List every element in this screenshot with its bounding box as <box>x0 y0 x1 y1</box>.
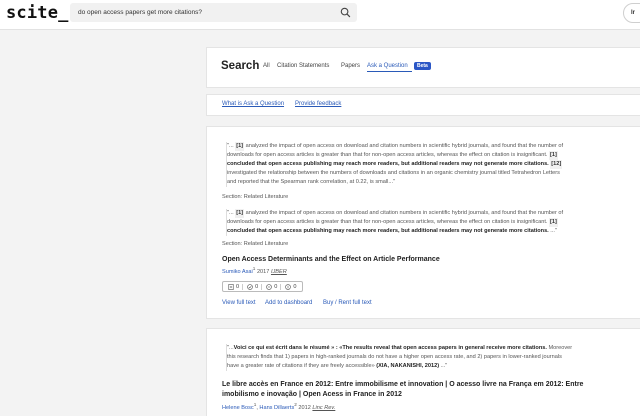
paper-title[interactable]: Open Access Determinants and the Effect on Article Performance <box>222 256 440 263</box>
author-link[interactable]: Hans Dillaerts <box>259 404 295 411</box>
search-input[interactable] <box>78 6 336 19</box>
view-full-text-link[interactable]: View full text <box>222 300 256 306</box>
search-panel <box>206 47 640 88</box>
paper-year: 2012 <box>298 404 311 411</box>
provide-feedback-link[interactable]: Provide feedback <box>295 101 342 107</box>
citation-excerpt: "...Voici ce qui est écrit dans le résumé » : «The results reveal that open access papers in general receive more citations. Moreover this research finds that 1) papers in high-ranked journals do not have a higher open access rate, and 2) papers in lower-ranked journals have a greater rate of citations if they are freely accessible» (XIA, NAKANISHI, 2012) ..." <box>226 344 626 371</box>
beta-badge: Beta <box>414 62 431 70</box>
search-icon[interactable] <box>340 7 351 18</box>
check-circle-icon <box>247 284 253 290</box>
section-label: Section: Related Literature <box>222 194 289 200</box>
mentioning-icon <box>266 284 272 290</box>
help-links-panel <box>206 94 640 116</box>
citing-publications-count[interactable]: 0 <box>225 284 243 290</box>
scite-logo[interactable]: scite_ <box>6 3 69 23</box>
active-tab-underline <box>367 71 412 72</box>
supporting-count[interactable]: 0 <box>244 284 262 290</box>
question-circle-icon <box>285 284 291 290</box>
result-card <box>206 328 640 416</box>
citation-counts[interactable] <box>222 281 303 292</box>
top-bar <box>0 0 640 30</box>
paper-year: 2017 <box>256 268 270 275</box>
document-icon <box>228 284 234 290</box>
result-card <box>206 126 640 319</box>
user-avatar-button[interactable]: Ir <box>623 3 640 23</box>
tab-ask-a-question[interactable]: Ask a Question <box>367 63 408 69</box>
reference-link[interactable]: [12] <box>551 161 562 167</box>
citation-excerpt: "... [1] analyzed the impact of open access on download and citation numbers in scientific hybrid journals, and found that the number of downloads for open access articles is greater than that for non-open access articles, whereas the effect on citation is insignificant. [1] concluded that open access publishing may reach more readers, but additional readers may not generate more citations. ..." <box>226 209 626 236</box>
search-title: Search <box>221 60 260 72</box>
journal-link[interactable]: Linc Rev. <box>312 404 336 411</box>
tab-all[interactable]: All <box>263 63 270 69</box>
search-box[interactable] <box>70 3 357 22</box>
mentioning-count[interactable]: 0 <box>263 284 281 290</box>
paper-title[interactable]: Le libre accès en France en 2012: Entre immobilisme et innovation | O acesso livre na França em 2012: Entre imobilismo e inovação | Open Acess in France in 2012 <box>222 381 584 398</box>
author-link[interactable]: Helene Bosc <box>222 404 254 411</box>
reference-link[interactable]: [1] <box>236 210 244 216</box>
journal-link[interactable]: IJBER <box>270 268 287 275</box>
section-label: Section: Related Literature <box>222 241 289 247</box>
reference-link[interactable]: [1] <box>550 219 557 225</box>
reference-link[interactable]: [1] <box>550 152 557 158</box>
contrasting-count[interactable]: 0 <box>282 284 299 290</box>
reference-link[interactable]: [1] <box>236 143 244 149</box>
buy-rent-full-text-link[interactable]: Buy / Rent full text <box>323 300 372 306</box>
tab-papers[interactable]: Papers <box>341 63 361 69</box>
what-is-ask-link[interactable]: What is Ask a Question <box>222 101 285 107</box>
citation-excerpt: "... [1] analyzed the impact of open access on download and citation numbers in scientific hybrid journals, and found that the number of downloads for open access articles is greater than that for non-open access articles, whereas the effect on citation is insignificant. [1] concluded that open access publishing may reach more readers, but additional readers may not generate more citations. [12] investigated the relationship between the numbers of downloads and citations in an organic chemistry journal titled Tetrahedron Letters and reported that the Spearman rank correlation, at 0.22, is small..." <box>226 142 626 187</box>
add-to-dashboard-link[interactable]: Add to dashboard <box>265 300 313 306</box>
paper-meta: Sumiko Asai$^1$ 2017 IJBER <box>222 266 287 275</box>
tab-citation-statements[interactable]: Citation Statements <box>277 63 330 69</box>
paper-meta: Helene Bosc$^1$, Hans Dillaerts$^2$ 2012 Linc Rev. <box>222 402 336 411</box>
author-link[interactable]: Sumiko Asai <box>222 268 253 275</box>
